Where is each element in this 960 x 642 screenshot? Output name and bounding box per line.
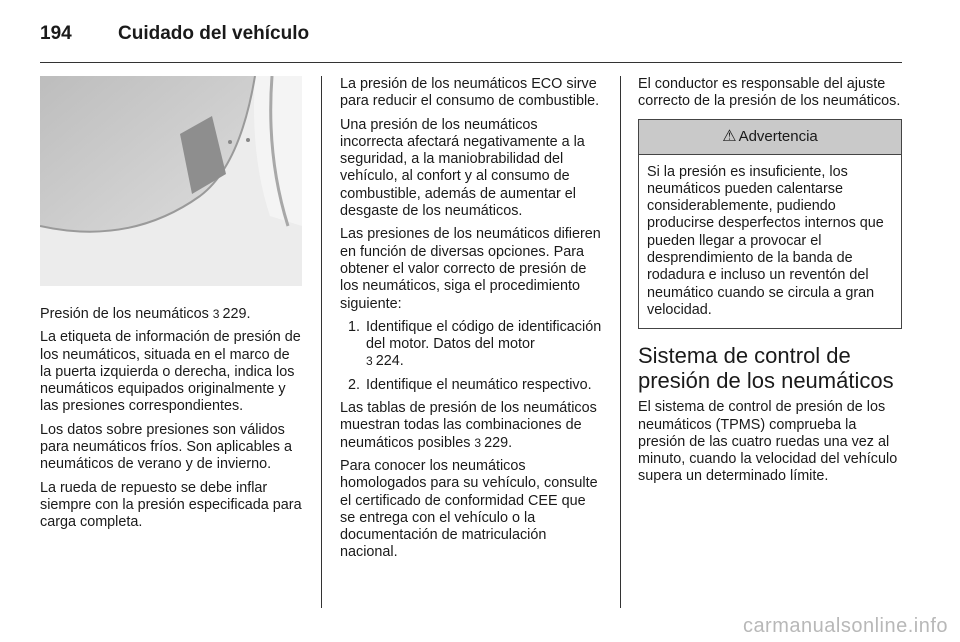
paragraph: Para conocer los neumáticos homologados para su vehículo, consulte el certificado de conformidad CEE que se entrega con el vehículo o la documentación de matriculación nacional.: [340, 457, 598, 561]
page-reference[interactable]: 3 229.: [474, 434, 513, 451]
warning-title: Advertencia: [738, 127, 818, 145]
section-title: Cuidado del vehículo: [118, 23, 310, 44]
reference-arrow-icon: 3: [212, 307, 220, 321]
reference-arrow-icon: 3: [474, 435, 482, 450]
paragraph: Las presiones de los neumáticos difieren en función de diversas opciones. Para obtener el valor correcto de presión de los neumáticos, siga el procedimiento siguiente:: [340, 226, 601, 312]
paragraph: Una presión de los neumáticos incorrecta afectará negativamente a la seguridad, a la maniobrabilidad del vehículo, al confort y al consumo de combustible, además de aumentar el desgaste de los neumáticos.: [340, 116, 585, 220]
reference-arrow-icon: 3: [366, 354, 373, 369]
page-header: [40, 14, 309, 54]
page-reference[interactable]: 3 229.: [212, 306, 251, 322]
paragraph: La etiqueta de información de presión de los neumáticos, situada en el marco de la puerta izquierda o derecha, indica los neumáticos equipados originalmente y las presiones correspondientes.: [40, 329, 301, 415]
photo-caption: Presión de los neumáticos 3 229.: [40, 306, 251, 322]
column-2: [340, 76, 604, 568]
paragraph: La presión de los neumáticos ECO sirve para reducir el consumo de combustible.: [340, 76, 600, 110]
warning-box: [638, 119, 902, 330]
list-item: 2. Identifique el neumático respectivo.: [348, 376, 592, 393]
paragraph: El conductor es responsable del ajuste correcto de la presión de los neumáticos.: [638, 76, 901, 110]
column-divider-2: [620, 76, 621, 608]
warning-triangle-icon: ⚠: [722, 127, 737, 145]
header-rule: [40, 62, 902, 63]
paragraph: El sistema de control de presión de los neumáticos (TPMS) comprueba la presión de las cuatro ruedas una vez al minuto, cuando la velocidad del vehículo supera un determinado límite.: [638, 399, 898, 485]
paragraph: La rueda de repuesto se debe inflar siempre con la presión especificada para carga completa.: [40, 479, 302, 531]
procedure-list: [340, 319, 604, 394]
door-pillar-illustration: [40, 76, 302, 286]
list-item: 1. Identifique el código de identificación del motor. Datos del motor 3 224.: [348, 318, 602, 370]
column-3: [638, 76, 902, 492]
warning-header: [639, 120, 901, 155]
page-reference[interactable]: 3 224.: [366, 353, 404, 370]
page-number: 194: [40, 23, 72, 44]
door-frame-photo: [40, 76, 302, 286]
section-heading: Sistema de control de presión de los neumáticos: [638, 343, 894, 394]
warning-body: Si la presión es insuficiente, los neumáticos pueden calentarse considerablemente, pudiendo producirse desperfectos internos que pueden llegar a provocar el desprendimiento de la banda de rodadura e incluso un reventón del neumático cuando se circula a gran velocidad.: [647, 163, 884, 318]
paragraph: Las tablas de presión de los neumáticos muestran todas las combinaciones de neumáticos posibles 3 229.: [340, 400, 597, 451]
column-1: [40, 76, 302, 538]
watermark: carmanualsonline.info: [742, 615, 948, 637]
column-divider-1: [321, 76, 322, 608]
paragraph: Los datos sobre presiones son válidos para neumáticos fríos. Son aplicables a neumáticos de verano y de invierno.: [40, 421, 292, 473]
